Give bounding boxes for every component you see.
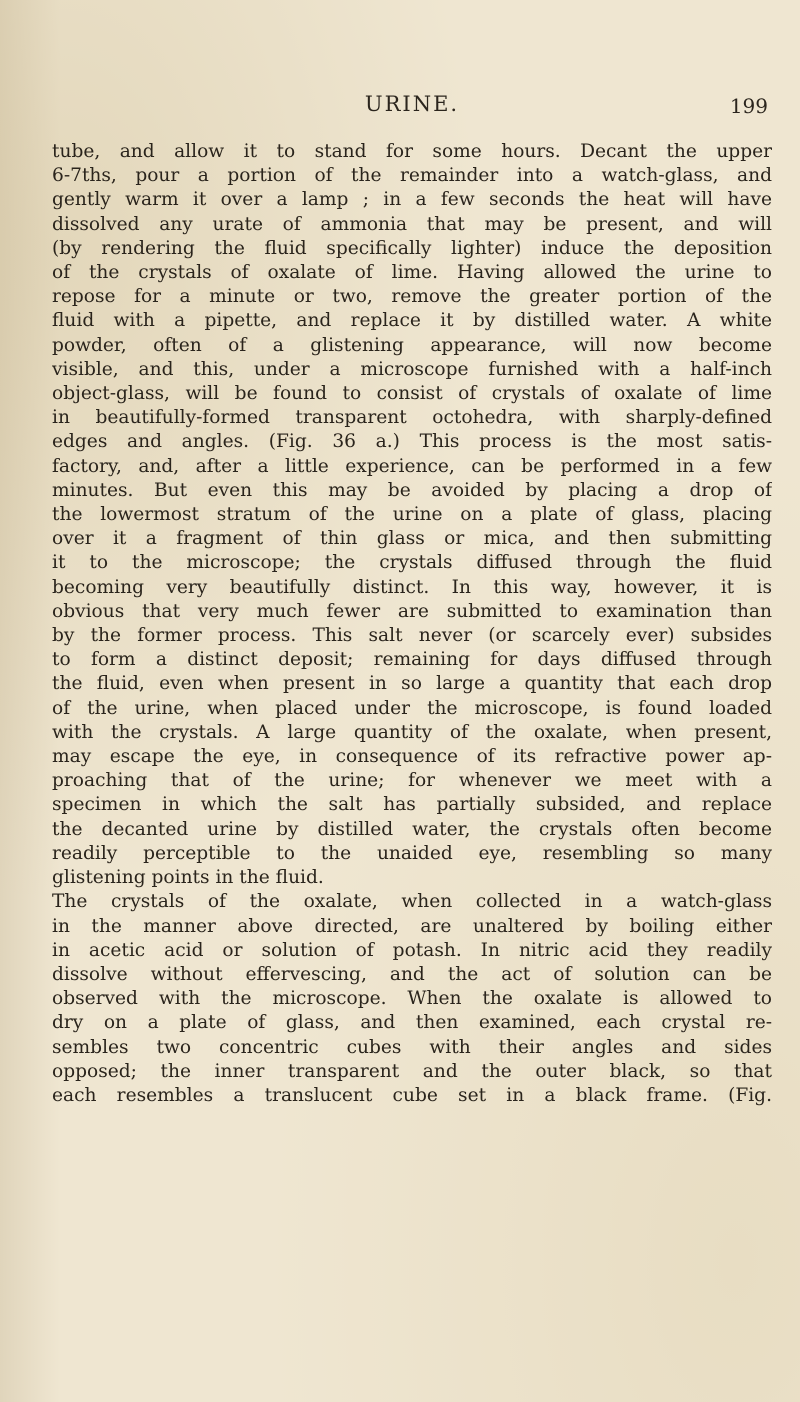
text-line: (by rendering the fluid specifically lighter) induce the deposition <box>52 237 772 259</box>
text-line: to form a distinct deposit; remaining for days diffused through <box>52 649 772 671</box>
text-line: opposed; the inner transparent and the outer black, so that <box>52 1060 772 1082</box>
text-line: in beautifully-formed transparent octohedra, with sharply-defined <box>52 407 772 429</box>
page-number: 199 <box>729 94 768 118</box>
text-line: dissolved any urate of ammonia that may be present, and will <box>52 213 772 235</box>
text-line: observed with the microscope. When the oxalate is allowed to <box>52 988 772 1010</box>
text-line: each resembles a translucent cube set in a black frame. (Fig. <box>52 1084 772 1106</box>
text-line: of the crystals of oxalate of lime. Having allowed the urine to <box>52 262 772 284</box>
text-line: by the former process. This salt never (or scarcely ever) subsides <box>52 625 772 647</box>
body-text <box>52 140 772 1108</box>
text-line: proaching that of the urine; for whenever we meet with a <box>52 770 772 792</box>
paragraph-start-line: The crystals of the oxalate, when collected in a watch-glass <box>52 891 772 913</box>
text-line: becoming very beautifully distinct. In this way, however, it is <box>52 576 772 598</box>
text-line: 6-7ths, pour a portion of the remainder into a watch-glass, and <box>52 165 772 187</box>
text-line: readily perceptible to the unaided eye, resembling so many <box>52 842 772 864</box>
text-line: obvious that very much fewer are submitted to examination than <box>52 600 772 622</box>
text-line: may escape the eye, in consequence of its refractive power ap- <box>52 746 772 768</box>
text-line: it to the microscope; the crystals diffused through the fluid <box>52 552 772 574</box>
text-line: in acetic acid or solution of potash. In nitric acid they readily <box>52 939 772 961</box>
text-line: the fluid, even when present in so large a quantity that each drop <box>52 673 772 695</box>
text-line: sembles two concentric cubes with their angles and sides <box>52 1036 772 1058</box>
text-line: over it a fragment of thin glass or mica, and then submitting <box>52 528 772 550</box>
text-line: in the manner above directed, are unaltered by boiling either <box>52 915 772 937</box>
text-line: dry on a plate of glass, and then examined, each crystal re- <box>52 1012 772 1034</box>
text-line: tube, and allow it to stand for some hours. Decant the upper <box>52 141 772 162</box>
text-line: edges and angles. (Fig. 36 a.) This process is the most satis- <box>52 431 772 453</box>
text-line: factory, and, after a little experience, can be performed in a few <box>52 455 772 477</box>
text-line: minutes. But even this may be avoided by placing a drop of <box>52 479 772 501</box>
text-line: object-glass, will be found to consist of crystals of oxalate of lime <box>52 383 772 405</box>
text-line: with the crystals. A large quantity of the oxalate, when present, <box>52 721 772 743</box>
running-title: URINE. <box>364 92 460 116</box>
text-line: repose for a minute or two, remove the greater portion of the <box>52 286 772 308</box>
text-line: of the urine, when placed under the microscope, is found loaded <box>52 697 772 719</box>
text-line: the decanted urine by distilled water, the crystals often become <box>52 818 772 840</box>
text-line: dissolve without effervescing, and the act of solution can be <box>52 963 772 985</box>
text-line: powder, often of a glistening appearance, will now become <box>52 334 772 356</box>
text-line: fluid with a pipette, and replace it by distilled water. A white <box>52 310 772 332</box>
running-head <box>52 92 772 128</box>
text-line: specimen in which the salt has partially subsided, and replace <box>52 794 772 816</box>
text-line: gently warm it over a lamp ; in a few seconds the heat will have <box>52 189 772 211</box>
text-line: visible, and this, under a microscope furnished with a half-inch <box>52 358 772 380</box>
text-line: the lowermost stratum of the urine on a plate of glass, placing <box>52 504 772 526</box>
paragraph-end-line: glistening points in the fluid. <box>52 867 324 889</box>
